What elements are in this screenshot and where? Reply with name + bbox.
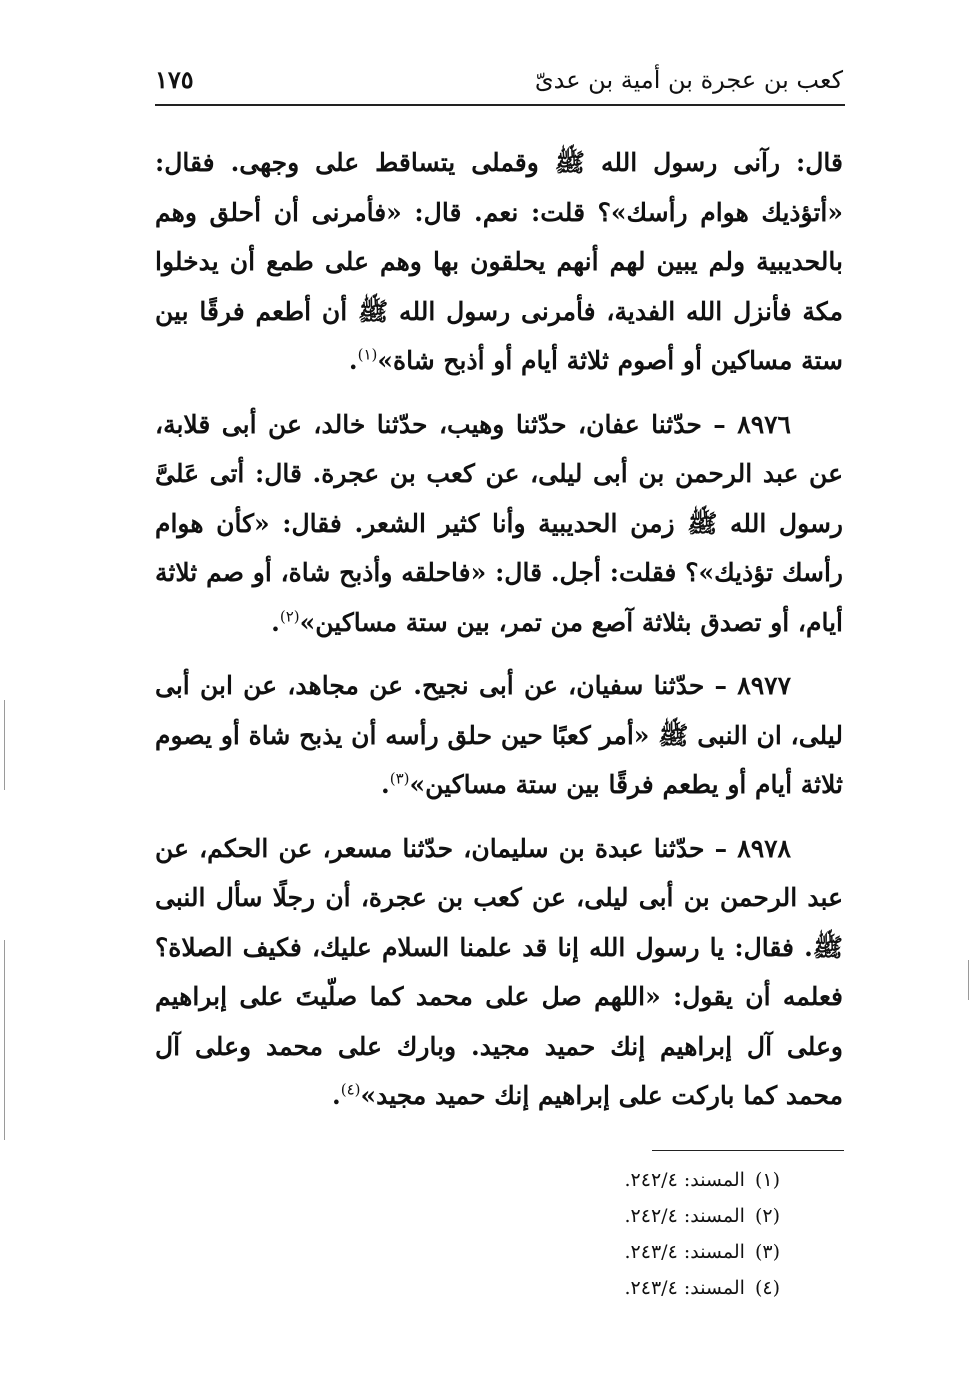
hadith-number: ٨٩٧٦ –: [713, 409, 791, 439]
scan-artifact: [4, 940, 5, 1140]
footnote: [560, 1234, 780, 1270]
page-number: ١٧٥: [155, 65, 194, 94]
paragraph: [155, 824, 843, 1121]
footnote-reference: (١): [357, 345, 378, 364]
paragraph-text: حدّثنا سفيان، عن أبى نجيح. عن مجاهد، عن ابن أبى ليلى، ان النبى ﷺ «أمر كعبًا حين حلق رأسه أن يذبح شاة أو يصوم ثلاثة أيام أو يطعم فرقًا بين ستة مساكين»: [155, 671, 843, 799]
scan-artifact: [968, 960, 969, 1000]
footnote-reference: (٢): [279, 607, 300, 626]
footnotes: [560, 1162, 780, 1306]
footnote-text: المسند: ٢٤٢/٤.: [624, 1205, 745, 1227]
footnote-text: المسند: ٢٤٢/٤.: [624, 1169, 745, 1191]
footnote-number: (٢): [754, 1205, 780, 1227]
footnote-reference: (٤): [340, 1080, 361, 1099]
footnote-text: المسند: ٢٤٣/٤.: [624, 1277, 745, 1299]
paragraph-text: حدّثنا عفان، حدّثنا وهيب، حدّثنا خالد، عن أبى قلابة، عن عبد الرحمن بن أبى ليلى، عن كعب بن عجرة. قال: أتى عَلىَّ رسول الله ﷺ زمن الحديبية وأنا كثير الشعر. فقال: «كأن هوام رأسك تؤذيك»؟ فقلت: أجل. قال: «فاحلقه وأذبح شاة، أو صم ثلاثة أيام، أو تصدق بثلاثة آصع من تمر، بين ستة مساكين»: [155, 409, 843, 637]
page-header: [155, 58, 843, 102]
footnote-number: (١): [754, 1169, 780, 1191]
running-title: كعب بن عجرة بن أمية بن عدىّ: [534, 66, 843, 94]
footnote-text: المسند: ٢٤٣/٤.: [624, 1241, 745, 1263]
paragraph: [155, 400, 843, 648]
footnote: [560, 1198, 780, 1234]
footnote: [560, 1162, 780, 1198]
paragraph-end: .: [348, 346, 358, 375]
paragraph-text: حدّثنا عبدة بن سليمان، حدّثنا مسعر، عن الحكم، عن عبد الرحمن بن أبى ليلى، عن كعب بن عجرة، أن رجلًا سأل النبى ﷺ. فقال: يا رسول الله إنا قد علمنا السلام عليك، فكيف الصلاة؟ فعلمه أن يقول: «اللهم صل على محمد كما صلّيتَ على إبراهيم وعلى آل إبراهيم إنك حميد مجيد. وبارك على محمد وعلى آل محمد كما باركت على إبراهيم إنك حميد مجيد»: [155, 833, 843, 1110]
body-text: [155, 138, 843, 1135]
scan-artifact: [4, 700, 5, 790]
footnote-rule: [652, 1150, 844, 1151]
hadith-number: ٨٩٧٧ –: [714, 671, 791, 700]
footnote-number: (٤): [754, 1277, 780, 1299]
paragraph-end: .: [331, 1081, 341, 1110]
paragraph-end: .: [271, 607, 280, 637]
paragraph-text: قال: رآنى رسول الله ﷺ وقملى يتساقط على وجهى. فقال: «أتؤذيك هوام رأسك»؟ قلت: نعم. قال: «فأمرنى أن أحلق وهم بالحديبية ولم يبين لهم أنهم يحلقون بها وهم على طمع أن يدخلوا مكة فأنزل الله الفدية، فأمرنى رسول الله ﷺ أن أطعم فرقًا بين ستة مساكين أو أصوم ثلاثة أيام أو أذبح شاة»: [155, 148, 843, 375]
footnote-number: (٣): [754, 1241, 780, 1263]
header-rule: [155, 104, 845, 106]
footnote: [560, 1270, 780, 1306]
paragraph-end: .: [381, 770, 390, 799]
paragraph: [155, 661, 843, 810]
footnote-reference: (٣): [389, 769, 410, 788]
paragraph: [155, 138, 843, 386]
hadith-number: ٨٩٧٨ –: [714, 833, 791, 863]
